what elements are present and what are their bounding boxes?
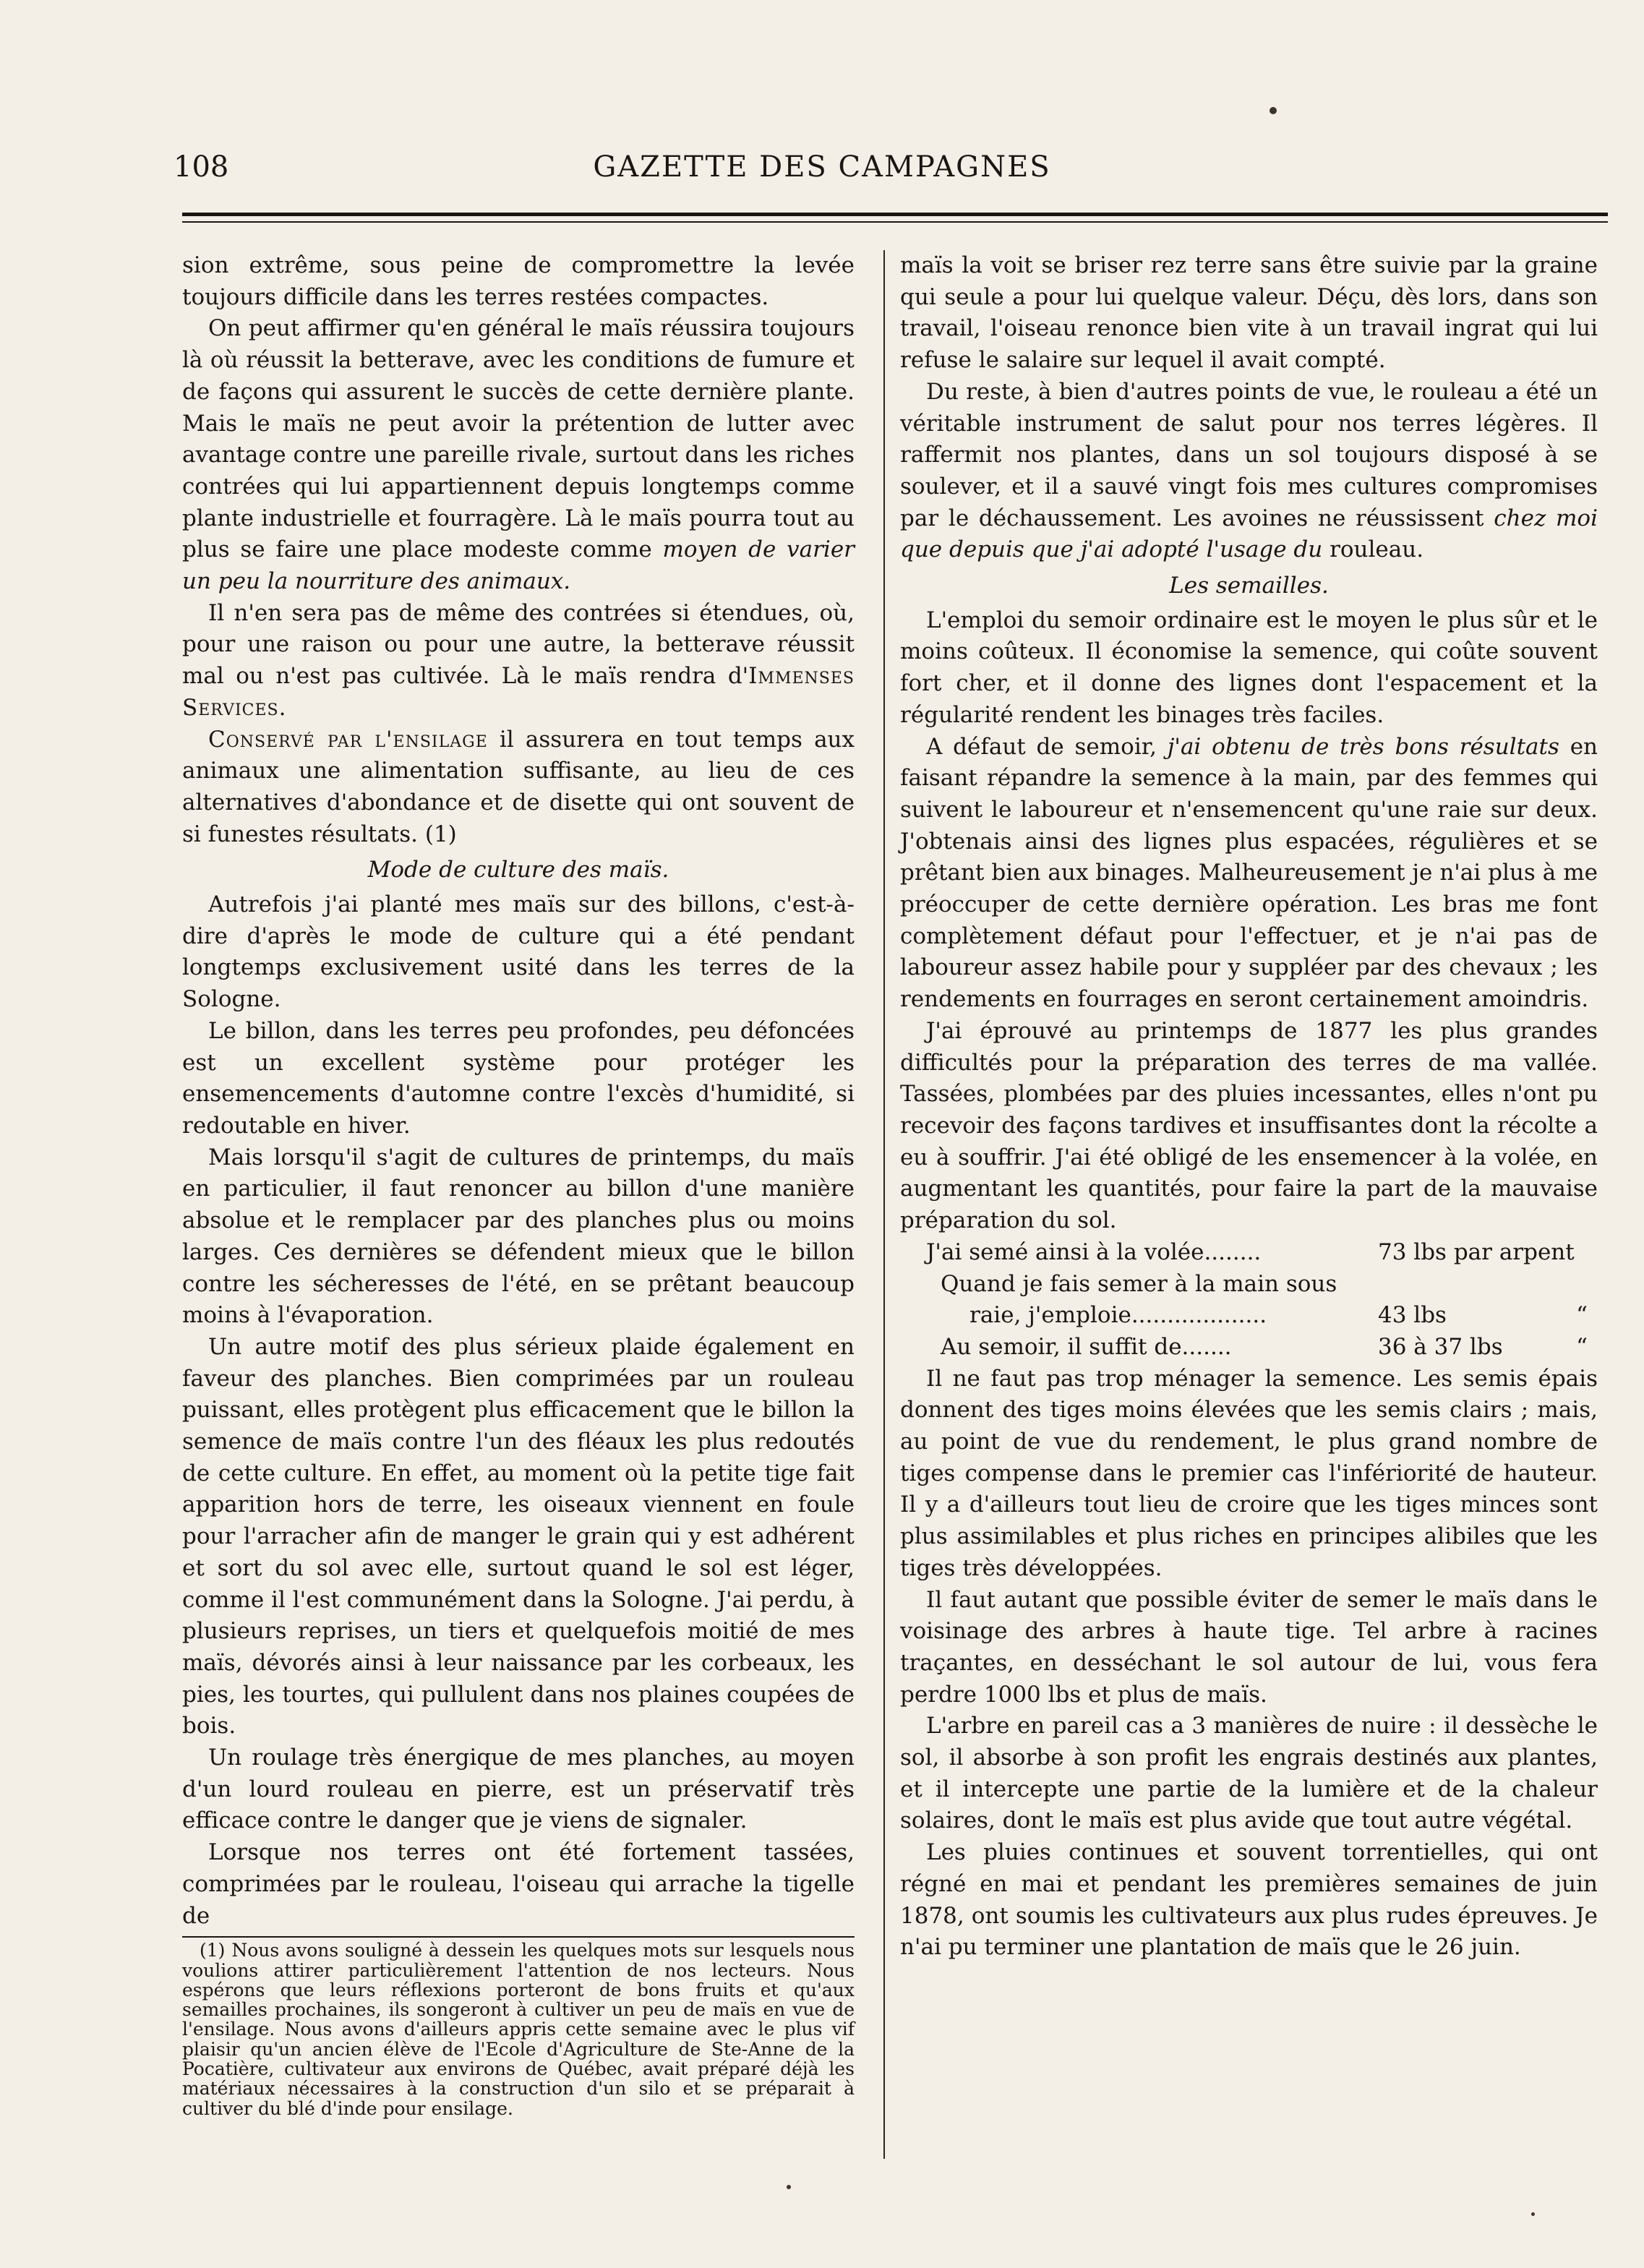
section-heading: Les semailles. (1169, 573, 1329, 599)
italic-text: j'ai obtenu de très bons résultats (1167, 733, 1559, 760)
paragraph: maïs la voit se briser rez terre sans être suivie par la graine qui seule a pour lui quelque valeur. Déçu, dès lors, dans son travail, l'oiseau renonce bien vite à un travail ingrat qui lui refuse le salaire sur lequel il avait compté. (900, 252, 1598, 374)
table-row (900, 1237, 1598, 1269)
paragraph (900, 732, 1598, 1016)
italic-text: moyen de varier un peu la nourriture des animaux. (182, 536, 855, 595)
masthead-title: GAZETTE DES CAMPAGNES (593, 150, 1051, 184)
rate-value: 73 lbs par arpent (1378, 1238, 1575, 1265)
paragraph: Il faut autant que possible éviter de semer le maïs dans le voisinage des arbres à haute tige. Tel arbre à racines traçantes, en desséchant le sol autour de lui, vous fera perdre 1000 lbs et plus de maïs. (900, 1586, 1598, 1708)
ink-speck (1531, 2212, 1535, 2216)
ditto-mark: “ (1576, 1302, 1588, 1329)
rate-label: raie, j'emploie................... (969, 1302, 1267, 1329)
section-heading: Mode de culture des maïs. (367, 857, 669, 883)
page-number: 108 (174, 150, 229, 184)
italic-text: chez moi que depuis que j'ai adopté l'usage du (900, 505, 1598, 563)
paragraph: Autrefois j'ai planté mes maïs sur des billons, c'est-à-dire d'après le mode de culture qui a été pendant longtemps exclusivement usité dans les terres de la Sologne. (182, 891, 855, 1013)
rate-value: 43 lbs (1378, 1302, 1447, 1329)
table-row (900, 1332, 1598, 1364)
ink-speck (1270, 107, 1277, 114)
ditto-mark: “ (1576, 1333, 1588, 1360)
paragraph: Il ne faut pas trop ménager la semence. Les semis épais donnent des tiges moins élevées que les semis clairs ; mais, au point de vue du rendement, le plus grand nombre de tiges compense dans le premier cas l'infériorité de hauteur. Il y a d'ailleurs tout lieu de croire que les tiges minces sont plus assimilables et plus riches en principes alibiles que les tiges très développées. (900, 1365, 1598, 1581)
paragraph (900, 377, 1598, 566)
paragraph-text: Du reste, à bien d'autres points de vue, le rouleau a été un véritable instrument de salut pour nos terres légères. Il raffermit nos plantes, dans un sol toujours disposé à se soulever, et il a sauvé vingt fois mes cultures compromises par le déchaussement. Les avoines ne réussissent (900, 378, 1598, 531)
column-separator (883, 250, 885, 2159)
paragraph: L'emploi du semoir ordinaire est le moyen le plus sûr et le moins coûteux. Il économise la semence, qui coûte souvent fort cher, et il donne des lignes dont l'espacement et la régularité rendent les binages très faciles. (900, 607, 1598, 728)
paragraph: L'arbre en pareil cas a 3 manières de nuire : il dessèche le sol, il absorbe à son profit les engrais destinés aux plantes, et il intercepte une partie de la lumière et de la chaleur solaires, dont le maïs est plus avide que tout autre végétal. (900, 1713, 1598, 1834)
rate-label: Au semoir, il suffit de....... (941, 1333, 1232, 1360)
ink-speck (787, 2185, 791, 2189)
paragraph: Un roulage très énergique de mes planches, au moyen d'un lourd rouleau en pierre, est un préservatif très efficace contre le danger que je viens de signaler. (182, 1745, 855, 1834)
paragraph-text: rouleau. (1322, 536, 1424, 563)
paragraph (182, 598, 855, 724)
paragraph: sion extrême, sous peine de compromettre la levée toujours difficile dans les terres restées compactes. (182, 252, 855, 310)
paragraph: Un autre motif des plus sérieux plaide également en faveur des planches. Bien comprimées par un rouleau puissant, elles protègent plus efficacement que le billon la semence de maïs contre l'un des fléaux les plus redoutés de cette culture. En effet, au moment où la petite tige fait apparition hors de terre, les oiseaux viennent en foule pour l'arracher afin de manger le grain qui y est adhérent et sort du sol avec elle, surtout quand le sol est léger, comme il l'est communément dans la Sologne. J'ai perdu, à plusieurs reprises, un tiers et quelquefois moitié de mes maïs, dévorés ainsi à leur naissance par les corbeaux, les pies, les tourtes, qui pullulent dans nos plaines coupées de bois. (182, 1333, 855, 1739)
right-column (900, 250, 1598, 1964)
paragraph: Le billon, dans les terres peu profondes, peu défoncées est un excellent système pour protéger les ensemencements d'automne contre l'excès d'humidité, si redoutable en hiver. (182, 1017, 855, 1139)
table-row (900, 1269, 1598, 1301)
seeding-rates-table (900, 1237, 1598, 1364)
paragraph: J'ai éprouvé au printemps de 1877 les plus grandes difficultés pour la préparation des terres de ma vallée. Tassées, plombées par des pluies incessantes, elles n'ont pu recevoir des façons tardives et insuffisantes dont la récolte a eu à souffrir. J'ai été obligé de les ensemencer à la volée, en augmentant les quantités, pour faire la part de la mauvaise préparation du sol. (900, 1017, 1598, 1234)
left-column (182, 250, 855, 2118)
table-row (900, 1300, 1598, 1332)
rate-label: J'ai semé ainsi à la volée........ (926, 1238, 1262, 1265)
header-rule-thick (182, 213, 1608, 216)
paragraph-text: il assurera en tout temps aux animaux une alimentation suffisante, au lieu de ces alternatives d'abondance et de disette qui ont souvent de si funestes résultats. (1) (182, 726, 855, 847)
paragraph (182, 313, 855, 597)
paragraph: Lorsque nos terres ont été fortement tassées, comprimées par le rouleau, l'oiseau qui arrache la tigelle de (182, 1839, 855, 1929)
paragraph: Mais lorsqu'il s'agit de cultures de printemps, du maïs en particulier, il faut renoncer au billon d'une manière absolue et le remplacer par des planches plus ou moins larges. Ces dernières se défendent mieux que le billon contre les sécheresses de l'été, en se prêtant beaucoup moins à l'évaporation. (182, 1144, 855, 1329)
rate-value: 36 à 37 lbs (1378, 1333, 1503, 1360)
small-caps-text: Conservé par l'ensilage (208, 726, 488, 753)
paragraph-text: On peut affirmer qu'en général le maïs réussira toujours là où réussit la betterave, avec les conditions de fumure et de façons qui assurent le succès de cette dernière plante. Mais le maïs ne peut avoir la prétention de lutter avec avantage contre une pareille rivale, surtout dans les riches contrées qui lui appartiennent depuis longtemps comme plante industrielle et fourragère. Là le maïs pourra tout au plus se faire une place modeste comme (182, 315, 855, 563)
footnote-rule (182, 1936, 855, 1938)
small-caps-text: Immenses Services. (182, 663, 855, 721)
paragraph-text: en faisant répandre la semence à la main, par des femmes qui suivent le laboureur et n'ensemencent qu'une raie sur deux. J'obtenais ainsi des lignes plus espacées, régulières et se prêtant bien aux binages. Malheureusement je n'ai plus à me préoccuper de cette dernière opération. Les bras me font complètement défaut pour l'effectuer, et je n'ai pas de laboureur assez habile pour y suppléer par des chevaux ; les rendements en fourrages en seront certainement amoindris. (900, 733, 1598, 1013)
paragraph-text: A défaut de semoir, (926, 733, 1168, 760)
rate-label: Quand je fais semer à la main sous (941, 1270, 1337, 1297)
header-rule-thin (182, 221, 1608, 223)
paragraph: Les pluies continues et souvent torrentielles, qui ont régné en mai et pendant les premières semaines de juin 1878, ont soumis les cultivateurs aux plus rudes épreuves. Je n'ai pu terminer une plantation de maïs que le 26 juin. (900, 1839, 1598, 1961)
paragraph-text: Il n'en sera pas de même des contrées si étendues, où, pour une raison ou pour une autre, la betterave réussit mal ou n'est pas cultivée. Là le maïs rendra d' (182, 599, 855, 690)
footnote: (1) Nous avons souligné à dessein les quelques mots sur lesquels nous voulions attirer particulièrement l'attention de nos lecteurs. Nous espérons que leurs réflexions porteront de bons fruits et qu'aux semailles prochaines, ils songeront à cultiver un peu de maïs en vue de l'ensilage. Nous avons d'ailleurs appris cette semaine avec le plus vif plaisir qu'un ancien élève de l'Ecole d'Agriculture de Ste-Anne de la Pocatière, cultivateur aux environs de Québec, avait préparé déjà les matériaux nécessaires à la construction d'un silo et se préparait à cultiver du blé d'inde pour ensilage. (182, 1940, 855, 2119)
paragraph (182, 724, 855, 851)
